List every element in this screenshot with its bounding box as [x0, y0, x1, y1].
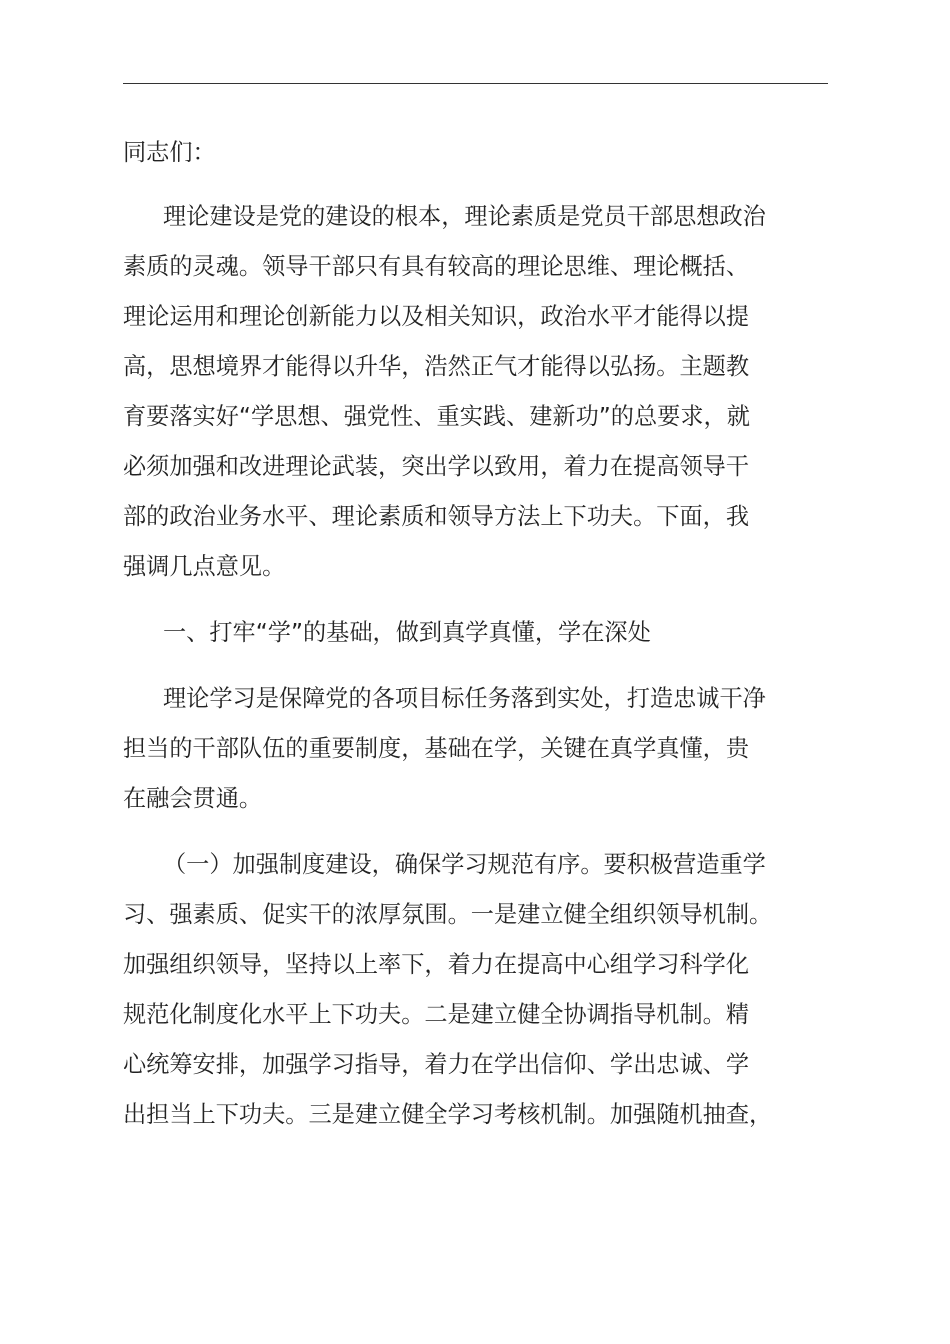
section-heading-text: 一、打牢“学”的基础，做到真学真懂，学在深处	[163, 619, 651, 646]
paragraph-system	[123, 840, 828, 1140]
paragraph-line: 出担当上下功夫。三是建立健全学习考核机制。加强随机抽查，	[123, 1101, 773, 1128]
paragraph-line: 高，思想境界才能得以升华，浩然正气才能得以弘扬。主题教	[123, 353, 750, 380]
paragraph-line: 必须加强和改进理论武装，突出学以致用，着力在提高领导干	[123, 453, 750, 480]
salutation	[123, 128, 828, 178]
paragraph-line: 理论运用和理论创新能力以及相关知识，政治水平才能得以提	[123, 303, 750, 330]
section-heading	[123, 608, 828, 658]
paragraph-line: 心统筹安排，加强学习指导，着力在学出信仰、学出忠诚、学	[123, 1051, 750, 1078]
paragraph-study	[123, 674, 828, 824]
paragraph-line: 理论学习是保障党的各项目标任务落到实处，打造忠诚干净	[163, 685, 766, 712]
paragraph-line: 加强组织领导，坚持以上率下，着力在提高中心组学习科学化	[123, 951, 750, 978]
document-body	[123, 128, 828, 1156]
header-rule	[123, 83, 828, 84]
paragraph-line: 育要落实好“学思想、强党性、重实践、建新功”的总要求，就	[123, 403, 750, 430]
paragraph-line: 规范化制度化水平上下功夫。二是建立健全协调指导机制。精	[123, 1001, 750, 1028]
paragraph-line: 部的政治业务水平、理论素质和领导方法上下功夫。下面，我	[123, 503, 750, 530]
paragraph-line: 素质的灵魂。领导干部只有具有较高的理论思维、理论概括、	[123, 253, 750, 280]
paragraph-line: 担当的干部队伍的重要制度，基础在学，关键在真学真懂，贵	[123, 735, 750, 762]
salutation-text: 同志们：	[123, 139, 216, 166]
paragraph-line: 强调几点意见。	[123, 553, 286, 580]
paragraph-line: 在融会贯通。	[123, 785, 263, 812]
paragraph-line: 习、强素质、促实干的浓厚氛围。一是建立健全组织领导机制。	[123, 901, 773, 928]
paragraph-intro	[123, 192, 828, 592]
paragraph-line: （一）加强制度建设，确保学习规范有序。要积极营造重学	[163, 851, 766, 878]
paragraph-line: 理论建设是党的建设的根本，理论素质是党员干部思想政治	[163, 203, 766, 230]
